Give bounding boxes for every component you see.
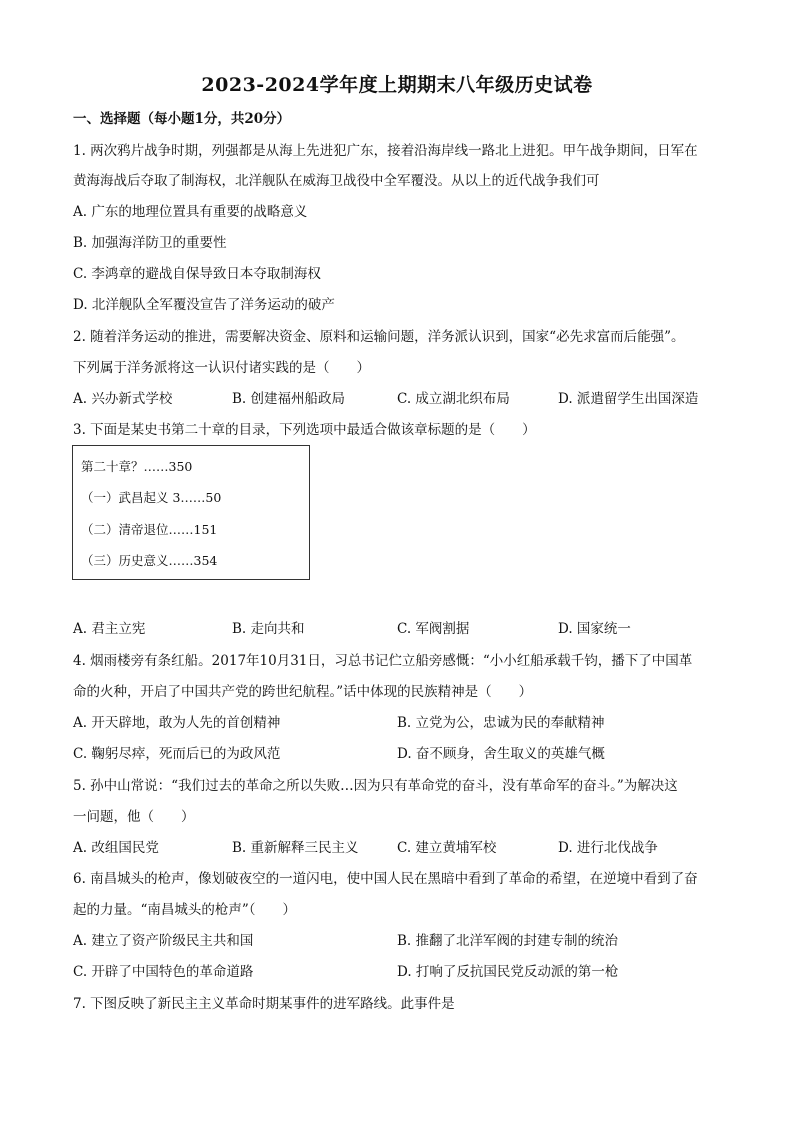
question-3-option-b[interactable]: B. 走向共和 <box>232 621 305 637</box>
question-6-stem-line2: 起的力量。“南昌城头的枪声”（ ） <box>73 902 297 918</box>
question-7-stem: 7. 下图反映了新民主主义革命时期某事件的进军路线。此事件是 <box>73 996 455 1012</box>
question-2-stem-line1: 2. 随着洋务运动的推进，需要解决资金、原料和运输问题，洋务派认识到，国家“必先求富而后能强”。 <box>73 329 685 345</box>
question-6-option-c[interactable]: C. 开辟了中国特色的革命道路 <box>73 964 254 980</box>
question-2-option-d[interactable]: D. 派遣留学生出国深造 <box>558 391 699 407</box>
question-5-option-a[interactable]: A. 改组国民党 <box>73 840 159 856</box>
question-4-stem-line1: 4. 烟雨楼旁有条红船。2017年10月31日，习总书记伫立船旁感慨：“小小红船承载千钧，播下了中国革 <box>73 653 693 669</box>
question-3-stem: 3. 下面是某史书第二十章的目录，下列选项中最适合做该章标题的是（ ） <box>73 422 536 438</box>
question-6-option-d[interactable]: D. 打响了反抗国民党反动派的第一枪 <box>397 964 619 980</box>
question-2-option-c[interactable]: C. 成立湖北织布局 <box>397 391 510 407</box>
question-6-option-b[interactable]: B. 推翻了北洋军阀的封建专制的统治 <box>397 933 619 949</box>
section-heading: 一、选择题（每小题1分，共20分） <box>73 111 291 127</box>
question-4-option-b[interactable]: B. 立党为公，忠诚为民的奉献精神 <box>397 715 605 731</box>
question-4-option-d[interactable]: D. 奋不顾身，舍生取义的英雄气概 <box>397 746 605 762</box>
toc-item-line: （一）武昌起义 3……50 <box>81 490 222 505</box>
question-1-option-b[interactable]: B. 加强海洋防卫的重要性 <box>73 235 227 251</box>
question-1-option-a[interactable]: A. 广东的地理位置具有重要的战略意义 <box>73 204 308 220</box>
question-5-option-b[interactable]: B. 重新解释三民主义 <box>232 840 359 856</box>
question-3-option-c[interactable]: C. 军阀割据 <box>397 621 470 637</box>
question-5-stem-line2: 一问题，他（ ） <box>73 809 195 825</box>
question-1-option-d[interactable]: D. 北洋舰队全军覆没宣告了洋务运动的破产 <box>73 297 335 313</box>
exam-title: 2023-2024学年度上期期末八年级历史试卷 <box>201 74 593 96</box>
question-3-option-a[interactable]: A. 君主立宪 <box>73 621 146 637</box>
question-3-option-d[interactable]: D. 国家统一 <box>558 621 631 637</box>
toc-item-line: （二）清帝退位……151 <box>81 522 218 537</box>
question-6-stem-line1: 6. 南昌城头的枪声，像划破夜空的一道闪电，使中国人民在黑暗中看到了革命的希望，在逆境中看到了奋 <box>73 871 698 887</box>
question-2-stem-line2: 下列属于洋务派将这一认识付诸实践的是（ ） <box>73 360 370 376</box>
table-of-contents-box <box>72 445 310 580</box>
question-5-option-d[interactable]: D. 进行北伐战争 <box>558 840 658 856</box>
question-4-option-c[interactable]: C. 鞠躬尽瘁，死而后已的为政风范 <box>73 746 281 762</box>
question-5-option-c[interactable]: C. 建立黄埔军校 <box>397 840 497 856</box>
toc-item-line: （三）历史意义……354 <box>81 553 218 568</box>
question-4-option-a[interactable]: A. 开天辟地，敢为人先的首创精神 <box>73 715 281 731</box>
question-6-option-a[interactable]: A. 建立了资产阶级民主共和国 <box>73 933 254 949</box>
question-1-stem-line2: 黄海海战后夺取了制海权，北洋舰队在威海卫战役中全军覆没。从以上的近代战争我们可 <box>73 173 600 189</box>
question-5-stem-line1: 5. 孙中山常说：“我们过去的革命之所以失败…因为只有革命党的奋斗，没有革命军的奋斗。”为解决这 <box>73 778 678 794</box>
question-2-option-b[interactable]: B. 创建福州船政局 <box>232 391 346 407</box>
toc-chapter-line: 第二十章？……350 <box>81 459 193 474</box>
question-1-option-c[interactable]: C. 李鸿章的避战自保导致日本夺取制海权 <box>73 266 321 282</box>
question-4-stem-line2: 命的火种，开启了中国共产党的跨世纪航程。”话中体现的民族精神是（ ） <box>73 684 533 700</box>
question-1-stem-line1: 1. 两次鸦片战争时期，列强都是从海上先进犯广东，接着沿海岸线一路北上进犯。甲午战争期间，日军在 <box>73 143 698 159</box>
question-2-option-a[interactable]: A. 兴办新式学校 <box>73 391 173 407</box>
